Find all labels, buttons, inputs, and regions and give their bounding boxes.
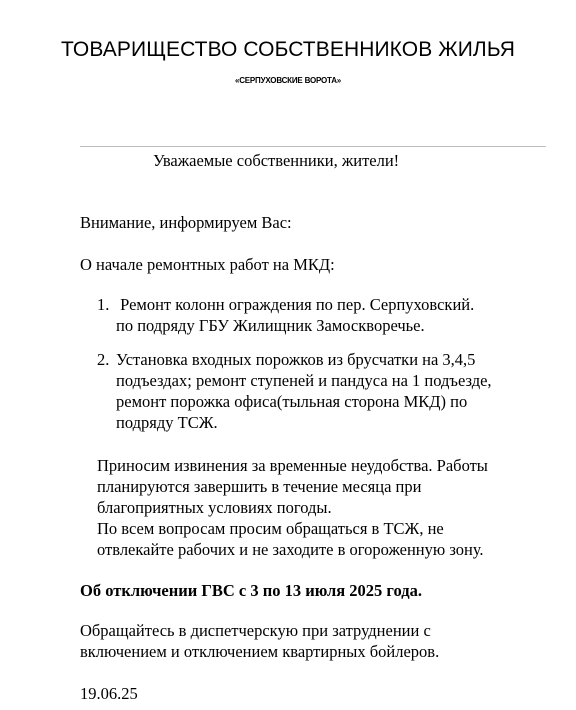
text-line: По всем вопросам просим обращаться в ТСЖ, не: [97, 519, 444, 538]
org-title: ТОВАРИЩЕСТВО СОБСТВЕННИКОВ ЖИЛЬЯ: [60, 38, 516, 61]
header-divider: [80, 146, 546, 147]
contact-paragraph: [80, 620, 439, 662]
list-text: ремонт порожка офиса(тыльная сторона МКД) по: [116, 392, 468, 411]
text-line: отвлекайте рабочих и не заходите в огороженную зону.: [97, 540, 484, 559]
text-line: благоприятных условиях погоды.: [97, 498, 332, 517]
list-text: Установка входных порожков из брусчатки на 3,4,5: [116, 350, 476, 369]
hot-water-notice: Об отключении ГВС с 3 по 13 июля 2025 года.: [80, 581, 422, 600]
text-line: планируются завершить в течение месяца при: [97, 477, 422, 496]
list-text: по подряду ГБУ Жилищник Замоскворечье.: [116, 316, 425, 335]
text-line: Приносим извинения за временные неудобства. Работы: [97, 456, 488, 475]
org-subtitle: «СЕРПУХОВСКИЕ ВОРОТА»: [234, 76, 342, 85]
apology-paragraph: [97, 455, 488, 560]
list-item-1: [97, 294, 547, 336]
list-number: 1.: [97, 295, 110, 314]
list-item-2: [97, 349, 547, 433]
list-text: Ремонт колонн ограждения по пер. Серпуховский.: [116, 295, 475, 314]
greeting: Уважаемые собственники, жители!: [153, 151, 400, 170]
notice-date: 19.06.25: [80, 684, 138, 703]
list-text: подъездах; ремонт ступеней и пандуса на 1 подъезде,: [116, 371, 492, 390]
text-line: включением и отключением квартирных бойлеров.: [80, 642, 440, 661]
repair-intro: О начале ремонтных работ на МКД:: [80, 255, 335, 274]
list-number: 2.: [97, 350, 110, 369]
attention-line: Внимание, информируем Вас:: [80, 213, 292, 232]
list-text: подряду ТСЖ.: [116, 413, 218, 432]
text-line: Обращайтесь в диспетчерскую при затруднении с: [80, 621, 431, 640]
